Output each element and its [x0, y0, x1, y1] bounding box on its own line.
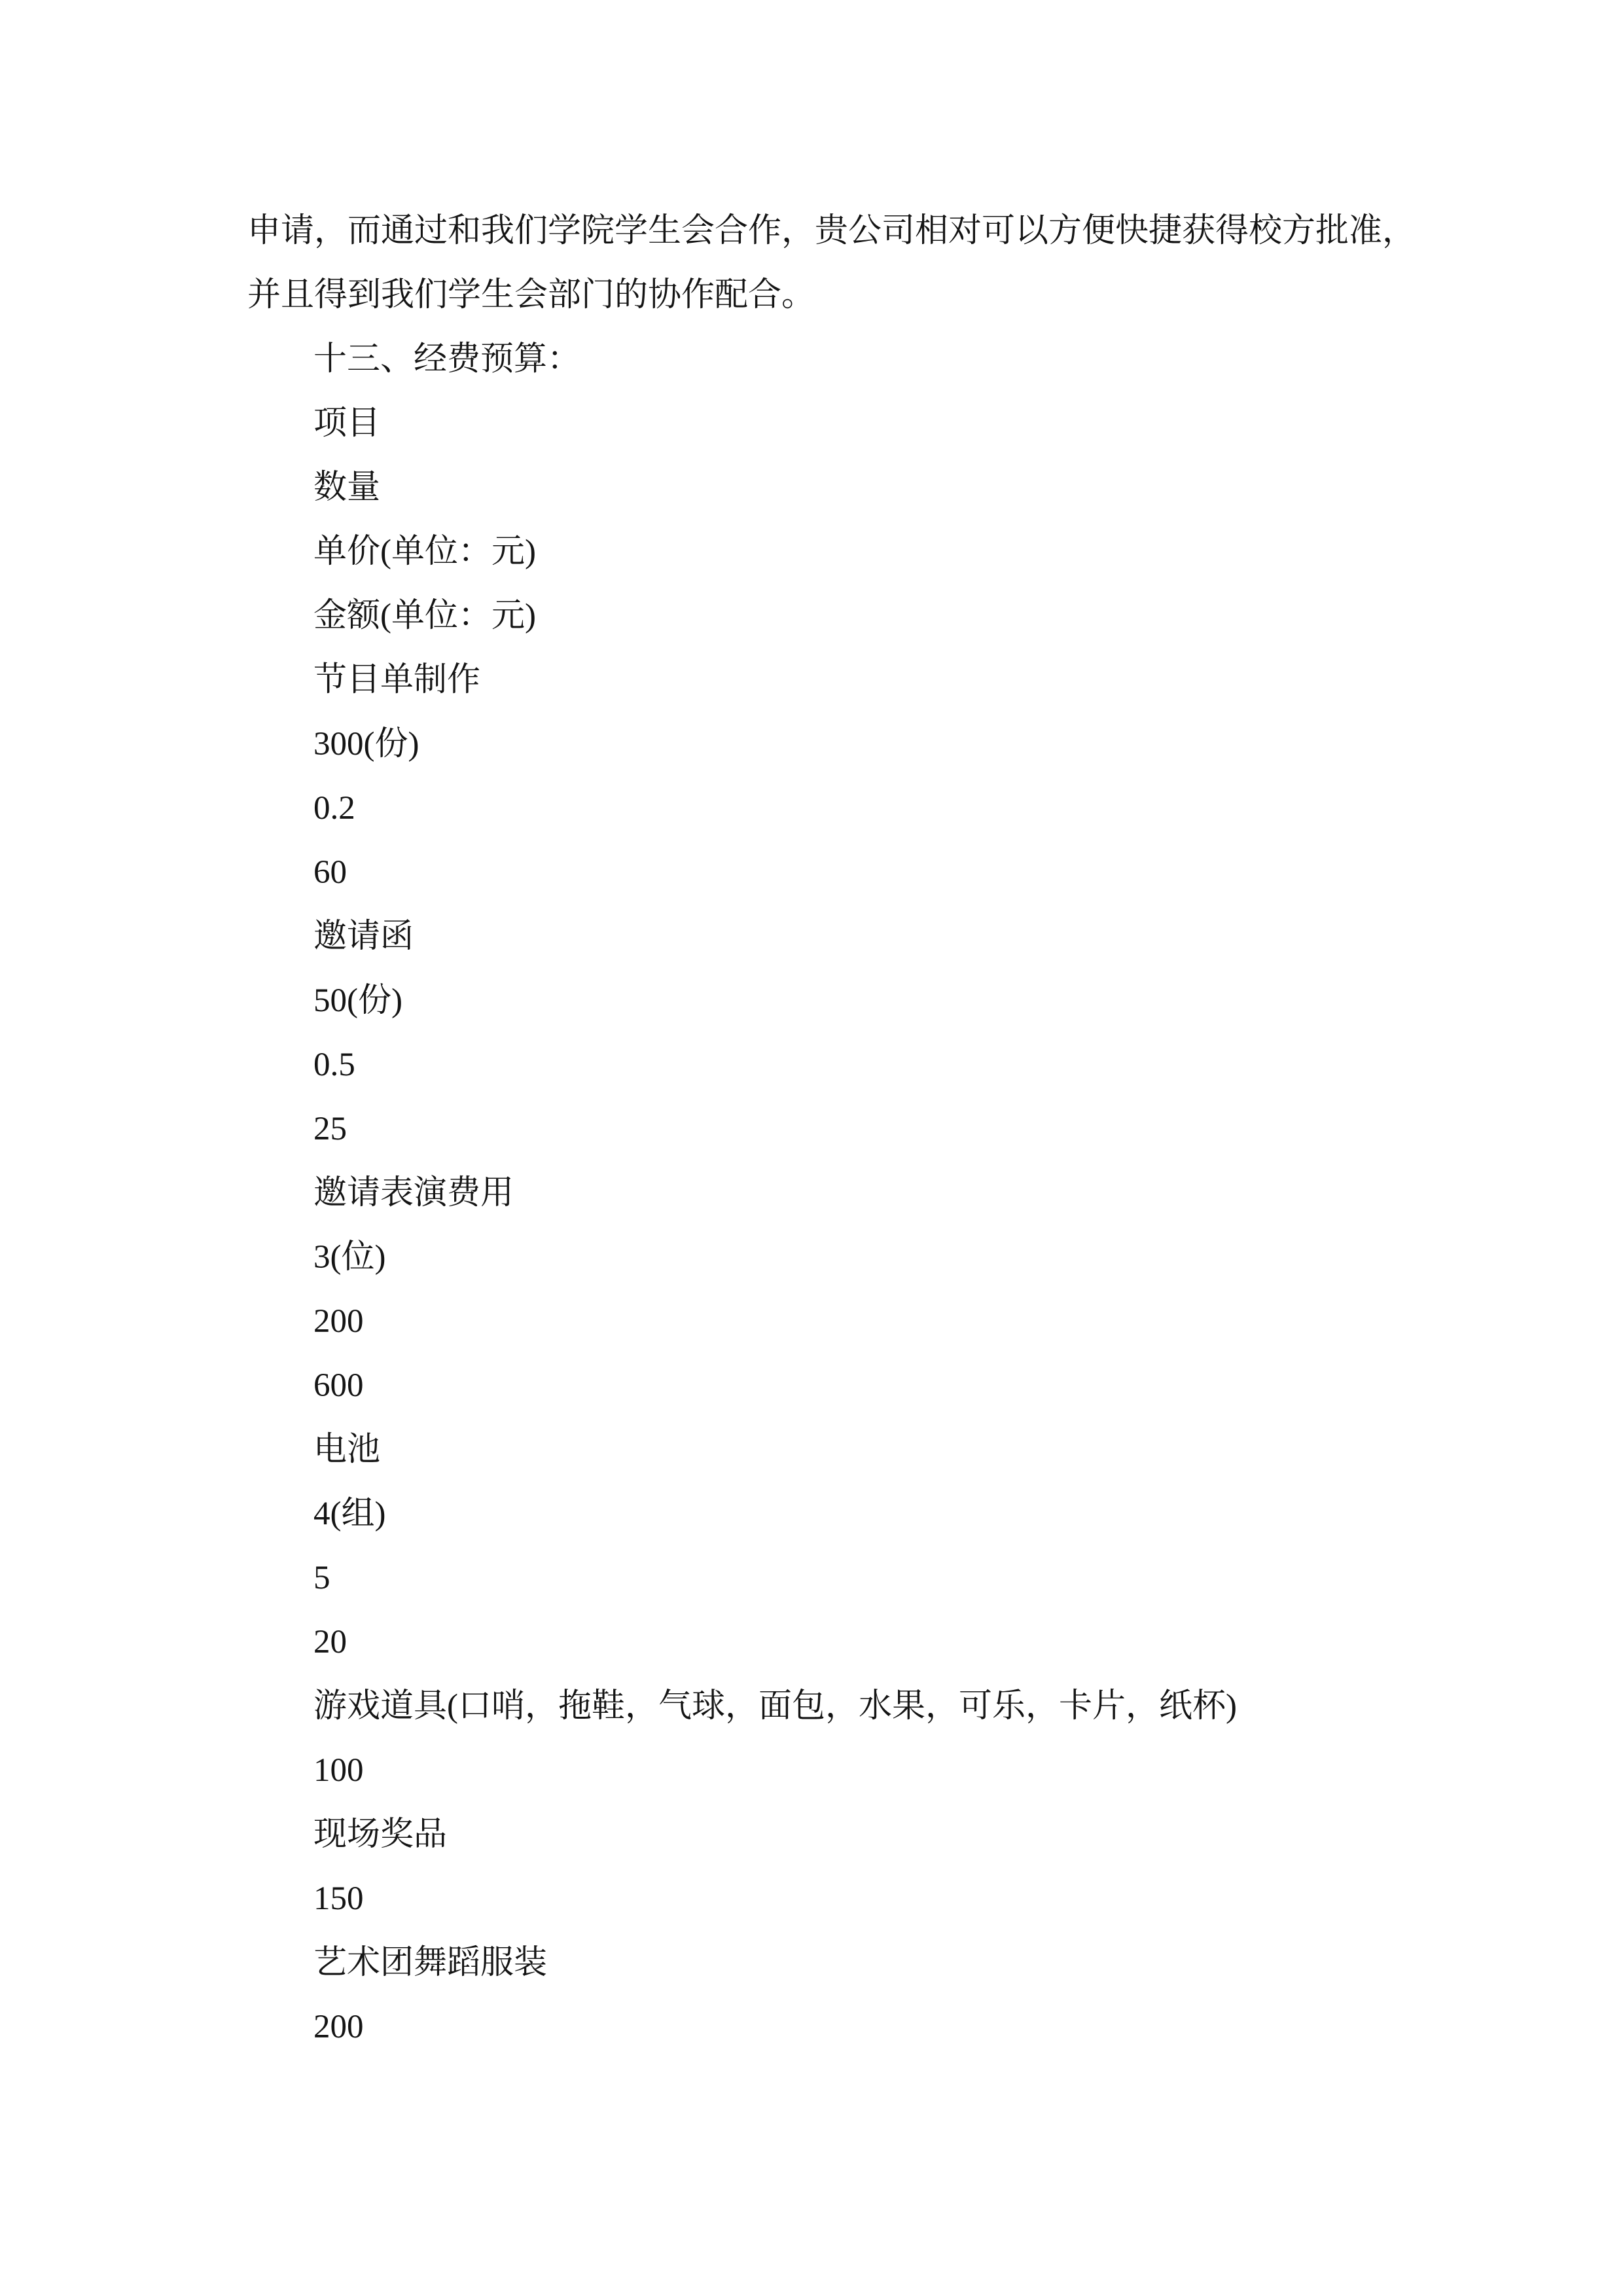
budget-row — [247, 1803, 1425, 1931]
budget-cell-amount: 600 — [313, 1367, 364, 1404]
budget-row — [247, 648, 1425, 905]
budget-cell-unit-price: 5 — [313, 1560, 330, 1596]
budget-cell-item: 艺术团舞蹈服装 — [313, 1945, 548, 1981]
budget-header-amount: 金额(单位：元) — [313, 598, 536, 634]
budget-cell-quantity: 300(份) — [313, 726, 419, 762]
budget-cell-item: 节目单制作 — [313, 662, 481, 698]
budget-cell-item: 电池 — [313, 1431, 381, 1468]
budget-cell-unit-price: 0.5 — [313, 1047, 355, 1083]
section-heading: 十三、经费预算： — [313, 341, 581, 378]
budget-header — [247, 391, 1425, 648]
budget-cell-quantity: 3(位) — [313, 1239, 386, 1276]
budget-row — [247, 1161, 1425, 1418]
budget-cell-quantity: 4(组) — [313, 1496, 386, 1532]
budget-row — [247, 1418, 1425, 1674]
budget-cell-item: 邀请函 — [313, 918, 414, 955]
budget-cell-amount: 60 — [313, 854, 347, 891]
budget-cell-item: 邀请表演费用 — [313, 1175, 514, 1211]
budget-cell-item: 现场奖品 — [313, 1816, 448, 1853]
budget-header-quantity: 数量 — [313, 469, 381, 506]
budget-cell-amount: 150 — [313, 1880, 364, 1917]
budget-cell-amount: 200 — [313, 2009, 364, 2045]
paragraph-line: 并且得到我们学生会部门的协作配合。 — [247, 277, 815, 314]
budget-cell-unit-price: 0.2 — [313, 790, 355, 827]
budget-cell-item: 游戏道具(口哨，拖鞋，气球，面包，水果，可乐，卡片，纸杯) — [313, 1688, 1237, 1725]
budget-row — [247, 1931, 1425, 2059]
budget-row — [247, 905, 1425, 1161]
budget-header-item: 项目 — [313, 405, 381, 442]
body-paragraph — [247, 199, 1425, 327]
paragraph-line: 申请，而通过和我们学院学生会合作，贵公司相对可以方便快捷获得校方批准， — [247, 213, 1416, 249]
budget-row — [247, 1674, 1425, 1803]
budget-cell-amount: 25 — [313, 1111, 347, 1147]
page-content — [247, 199, 1425, 2059]
budget-header-unit-price: 单价(单位：元) — [313, 533, 536, 570]
budget-table — [247, 391, 1425, 2059]
budget-cell-amount: 20 — [313, 1624, 347, 1660]
budget-cell-amount: 100 — [313, 1752, 364, 1789]
budget-cell-quantity: 50(份) — [313, 982, 402, 1019]
budget-cell-unit-price: 200 — [313, 1303, 364, 1340]
